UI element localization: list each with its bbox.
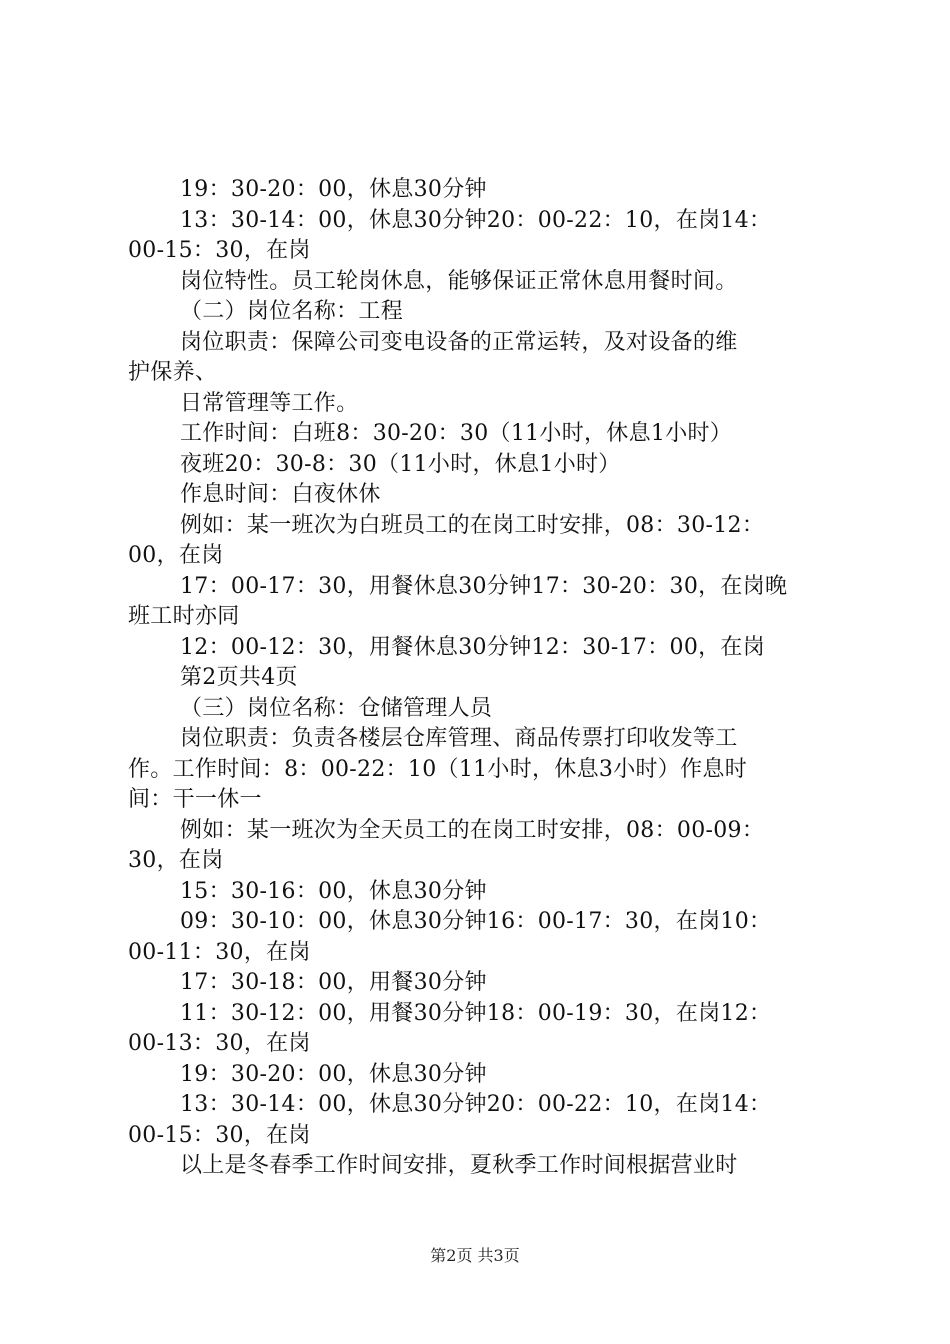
text-line: 例如：某一班次为白班员工的在岗工时安排，08：30-12： bbox=[180, 512, 765, 538]
text-line: 夜班20：30-8：30（11小时，休息1小时） bbox=[180, 451, 621, 477]
text-line: 以上是冬春季工作时间安排，夏秋季工作时间根据营业时 bbox=[180, 1153, 738, 1178]
text-line: 12：00-12：30，用餐休息30分钟12：30-17：00，在岗 bbox=[180, 634, 766, 660]
text-line: 15：30-16：00，休息30分钟 bbox=[180, 878, 487, 904]
text-line: 30，在岗 bbox=[128, 848, 224, 873]
text-line: 岗位特性。员工轮岗休息，能够保证正常休息用餐时间。 bbox=[180, 268, 738, 294]
text-line: 17：30-18：00，用餐30分钟 bbox=[180, 970, 487, 995]
text-line: 00-11：30，在岗 bbox=[128, 939, 311, 965]
page-footer: 第2页 共3页 bbox=[430, 1246, 520, 1265]
text-line: （三）岗位名称：仓储管理人员 bbox=[180, 695, 493, 721]
text-line: 作息时间：白夜休休 bbox=[180, 482, 381, 507]
text-line: 岗位职责：保障公司变电设备的正常运转，及对设备的维 bbox=[180, 329, 738, 355]
text-line: 作。工作时间：8：00-22：10（11小时，休息3小时）作息时 bbox=[128, 756, 748, 782]
text-line: 护保养、 bbox=[128, 360, 218, 385]
text-line: 日常管理等工作。 bbox=[180, 390, 359, 416]
text-line: 00，在岗 bbox=[128, 543, 224, 568]
text-line: 13：30-14：00，休息30分钟20：00-22：10，在岗14： bbox=[180, 207, 772, 233]
text-line: 13：30-14：00，休息30分钟20：00-22：10，在岗14： bbox=[180, 1092, 772, 1117]
text-line: 班工时亦同 bbox=[128, 604, 240, 629]
document-body bbox=[128, 175, 833, 1182]
text-line: 17：00-17：30，用餐休息30分钟17：30-20：30，在岗晚 bbox=[180, 573, 788, 599]
text-line: 09：30-10：00，休息30分钟16：00-17：30，在岗10： bbox=[180, 909, 772, 934]
text-line: 岗位职责：负责各楼层仓库管理、商品传票打印收发等工 bbox=[180, 726, 738, 751]
text-line: 第2页共4页 bbox=[180, 665, 298, 690]
text-line: 间：干一休一 bbox=[128, 787, 262, 812]
text-line: 工作时间：白班8：30-20：30（11小时，休息1小时） bbox=[180, 421, 733, 446]
text-line: 00-15：30，在岗 bbox=[128, 1122, 311, 1148]
text-line: （二）岗位名称：工程 bbox=[180, 299, 404, 324]
text-line: 19：30-20：00，休息30分钟 bbox=[180, 177, 487, 202]
text-line: 例如：某一班次为全天员工的在岗工时安排，08：00-09： bbox=[180, 817, 765, 843]
text-line: 00-15：30，在岗 bbox=[128, 238, 311, 263]
text-line: 00-13：30，在岗 bbox=[128, 1031, 311, 1056]
text-line: 19：30-20：00，休息30分钟 bbox=[180, 1061, 487, 1087]
text-line: 11：30-12：00，用餐30分钟18：00-19：30，在岗12： bbox=[180, 1000, 772, 1026]
